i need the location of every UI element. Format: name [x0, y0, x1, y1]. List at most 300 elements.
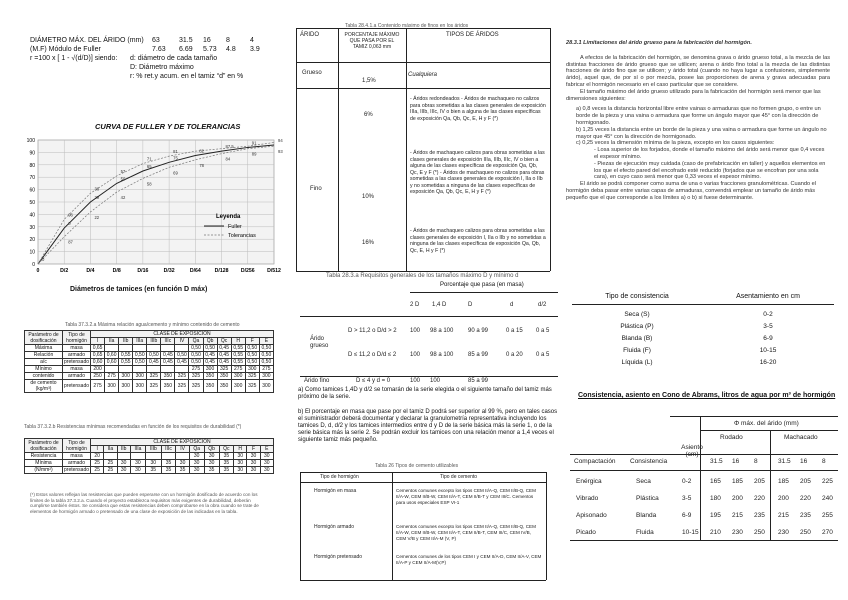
col-type: Tipo de hormigón — [63, 439, 91, 453]
size-header: 31.5 — [710, 458, 723, 465]
consistency-value: 10-15 — [759, 347, 777, 354]
table-row — [25, 352, 274, 359]
col-exposure: CLASE DE EXPOSICIÓN — [91, 439, 274, 446]
table-cell: 30 — [146, 460, 161, 467]
data-label: 57 — [120, 168, 126, 174]
y-tick-label: 30 — [29, 224, 35, 231]
fuller-value: 31.5 — [179, 37, 193, 44]
machacado-header: Machacado — [784, 434, 818, 441]
exposure-class: E — [259, 338, 273, 345]
table-row — [25, 359, 274, 366]
row-param: Mínimo — [25, 366, 63, 373]
table-cell: 35 — [176, 467, 189, 474]
table-cell: 325 — [189, 373, 203, 380]
table-cell: 300 — [119, 380, 133, 393]
paragraph: El tamaño máximo del árido grueso utilizado para la fabricación del hormigón será menor que las dimensiones siguientes: — [566, 88, 821, 102]
table-cell: 275 — [259, 366, 273, 373]
abrams-value: 200 — [732, 495, 743, 502]
exposure-class: IIIc — [161, 338, 175, 345]
abrams-value: 250 — [754, 529, 765, 536]
size-header: 31.5 — [778, 458, 791, 465]
table-min-cement — [24, 330, 274, 393]
fino-text: - Áridos redondeados - Áridos de machaqueo no calizos para obras sometidas a las clases generales de exposición IIIa, IIIb, IIIc, IV o bien a alguna de las clases específicas de exposición Qa, Qb, Qc, E, H y F (*) — [410, 96, 546, 122]
table-cell: 25 — [104, 460, 117, 467]
header-2d: 2 D — [410, 302, 420, 308]
y-tick-label: 20 — [29, 237, 35, 244]
table-cell — [130, 453, 145, 460]
paragraph: El árido se podrá componer como suma de una o varias fracciones granulométricas. Cuando el hormigón deba pasar entre varias capas de armaduras, convendrá emplear un tamaño de árido más pequeño que el que corresponde a los límites a) o b) si fuese determinante. — [566, 181, 816, 201]
fuller-value: 7.63 — [152, 46, 166, 53]
table-size-subtitle: Porcentaje que pasa (en masa) — [440, 282, 524, 288]
table-cell: 0,55 — [231, 352, 245, 359]
col-asentamiento: Asentamiento en cm — [736, 293, 800, 300]
paragraph: A efectos de la fabricación del hormigón, se denomina grava o árido grueso total, a la mezcla de las distintas fracciones de árido grueso que se utilicen; arena o árido fino total a la mezcla de las distintas fracciones de árido fino que se utilicen; y árido total (cuando no haya lugar a confusiones, simplemente árido), aquel que, de por sí o por mezcla, posee las proporciones de arena y grava adecuadas para fabricar el hormigón necesario en el caso particular que se considere. — [566, 54, 830, 88]
col-param: Parámetro de dosificación — [25, 439, 63, 453]
list-item-c2: - Piezas de ejecución muy cuidada (caso de prefabricación en taller) y aquellos elementos en los que el efecto pared del encofrado esté reducido (forjados que se encofran por una sola cara), en cuyo caso será menor que 0,33 veces el espesor mínimo. — [594, 160, 826, 181]
data-label: 78 — [199, 162, 205, 168]
data-label: 36 — [94, 186, 100, 192]
table-size-note-a: a) Como tamices 1,4D y d/2 se tomarán de la serie elegida o el siguiente tamaño del tamiz más próximo de la serie. — [298, 387, 552, 400]
consistency-type: Plástica (P) — [620, 323, 654, 330]
table-fines — [296, 28, 550, 271]
col-asiento: Asiento (cm) — [681, 444, 703, 458]
size-cell: 98 a 100 — [430, 328, 454, 334]
abrams-value: 205 — [800, 478, 811, 485]
table-cell: 30 — [234, 460, 247, 467]
table-row — [25, 373, 274, 380]
table-cell: 325 — [245, 373, 259, 380]
exposure-class: IIIa — [130, 446, 145, 453]
abrams-compaction: Enérgica — [576, 478, 602, 485]
table-cell — [161, 366, 175, 373]
grueso-pct: 1,5% — [362, 78, 376, 84]
size-cell: 0 a 5 — [536, 352, 550, 358]
abrams-title: Consistencia, asiento en Cono de Abrams, litros de agua por m³ de hormigón — [578, 392, 836, 399]
size-cell: 0 a 5 — [536, 328, 550, 334]
cement-type: Hormigón pretensado — [314, 554, 363, 560]
col-pct: PORCENTAJE MÁXIMO QUE PASA POR EL TAMIZ 0,063 mm — [344, 32, 400, 50]
table-cell: 300 — [245, 366, 259, 373]
right-text — [566, 40, 830, 202]
abrams-value: 225 — [822, 478, 833, 485]
exposure-class: Qa — [189, 446, 204, 453]
col-hormigon: Tipo de hormigón — [320, 474, 359, 480]
data-label: 50 — [120, 176, 126, 182]
row-type: pretensado — [64, 359, 90, 365]
abrams-value: 210 — [710, 529, 721, 536]
fuller-value: 6.69 — [179, 46, 193, 53]
col-consistency: Tipo de consistencia — [605, 293, 669, 300]
table-cell: 350 — [217, 380, 231, 393]
table-cell: 0,45 — [203, 352, 217, 359]
y-tick-label: 90 — [29, 150, 35, 157]
table-cell: 0,50 — [175, 352, 189, 359]
table-cell: 30 — [189, 467, 204, 474]
list-item-c: c) 0,25 veces la dimensión mínima de la pieza, excepto en los casos siguientes: — [576, 140, 775, 147]
table-cell: 0,65 — [91, 352, 105, 359]
table-cell: 30 — [130, 460, 145, 467]
exposure-class: F — [247, 446, 260, 453]
table-cell — [119, 366, 133, 373]
y-tick-label: 10 — [29, 249, 35, 256]
list-item-a: a) 0,8 veces la distancia horizontal libre entre vainas o armaduras que no formen grupo, o entre un borde de la pieza y una vaina o armadura que forme un ángulo mayor que 45° con la dirección de hormigonado. — [576, 106, 821, 126]
size-cell: 100 — [410, 352, 421, 358]
abrams-value: 250 — [800, 529, 811, 536]
col-compactacion: Compactación — [574, 458, 616, 465]
consistency-type: Líquida (L) — [621, 359, 653, 366]
data-label: 96 — [68, 212, 73, 218]
legend-label: Tolerancias — [228, 233, 256, 239]
fino-pct: 6% — [364, 112, 373, 118]
row-param: Resistencia — [25, 453, 63, 460]
size-cell: 85 a 99 — [468, 352, 489, 358]
row-type: masa — [63, 366, 91, 373]
abrams-consistency: Seca — [636, 478, 651, 485]
table-cell: 30 — [117, 467, 130, 474]
table-cell: 300 — [203, 366, 217, 373]
abrams-asiento: 10-15 — [682, 529, 699, 536]
abrams-asiento: 3-5 — [682, 495, 692, 502]
abrams-value: 205 — [754, 478, 765, 485]
abrams-value: 195 — [710, 512, 721, 519]
exposure-class: IIIa — [133, 338, 147, 345]
table-cell — [105, 366, 119, 373]
fino-pct: 16% — [362, 240, 375, 246]
table-cell: 0,50 — [189, 359, 203, 366]
consistency-row — [572, 321, 834, 333]
table-cell: 35 — [219, 467, 234, 474]
table-cell: 0,45 — [217, 359, 231, 366]
size-header: 16 — [800, 458, 808, 465]
table-cell: 30 — [247, 453, 260, 460]
table-row — [25, 460, 274, 467]
size-header: 16 — [732, 458, 740, 465]
table-row — [25, 366, 274, 373]
table-cell: 30 — [189, 453, 204, 460]
table-cell: 25 — [104, 467, 117, 474]
legend-label: Fuller — [228, 224, 242, 230]
table-cell: 300 — [133, 373, 147, 380]
data-label: 82 — [199, 148, 205, 154]
abrams-value: 215 — [732, 512, 743, 519]
exposure-class: E — [260, 446, 273, 453]
fuller-value: 4 — [250, 37, 254, 44]
table-cell: 0,55 — [231, 359, 245, 366]
abrams-value: 240 — [822, 495, 833, 502]
exposure-class: Qc — [219, 446, 234, 453]
table-cell: 350 — [161, 380, 175, 393]
size-cell: 98 a 100 — [430, 352, 454, 358]
row-type: masa — [63, 345, 91, 352]
fuller-row2-label: (M.F) Módulo de Fuller — [30, 46, 101, 53]
data-label: 87.5 — [225, 144, 234, 150]
size-header: 8 — [754, 458, 758, 465]
abrams-value: 235 — [800, 512, 811, 519]
cement-text: Cementos comunes de los tipos CEM I y CEM II/A-D, CEM II/A-V, CEM II/A-P y CEM II/A-M(V,P) — [396, 554, 542, 565]
table-cell: 30 — [204, 460, 219, 467]
table-resist-note: (*) Estos valores reflejan las resistencias que pueden esperarse con un hormigón dosificado de acuerdo con los límites de la tabla 37.3.2.a. Cuando el proyecto establezca requisitos más exigentes de durabilidad, deberán cumplirse también éstos. Se considera que estas resistencias deben comprobarse en la obra cuando se trate de elementos de hormigón armado o pretensado de una clase de exposición de las indicadas en la tabla. — [30, 492, 259, 514]
table-cell: 275 — [231, 366, 245, 373]
header-d-min: d — [510, 302, 514, 308]
fuller-chart — [20, 132, 282, 280]
size-cell: 100 — [410, 328, 421, 334]
table-cell: 0,50 — [245, 352, 259, 359]
x-tick-label: 0 — [36, 268, 40, 274]
y-tick-label: 0 — [32, 262, 35, 268]
table-cell: 30 — [176, 460, 189, 467]
cement-text: Cementos comunes excepto los tipos CEM II/A-Q, CEM II/B-Q, CEM II/A-W, CEM II/B-W, CEM II/A-T, CEM II/B-T y CEM III/C. Cementos para usos especiales ESP VI-1 — [396, 488, 536, 505]
row-param: Relación — [25, 352, 63, 359]
y-tick-label: 100 — [26, 138, 35, 144]
table-cell: 325 — [175, 380, 189, 393]
table-cell: 350 — [161, 373, 175, 380]
table-cell: 0,55 — [231, 345, 245, 352]
fuller-def-D: D: Diámetro máximo — [130, 64, 194, 71]
data-label: 84 — [225, 156, 231, 162]
table-cell — [161, 453, 176, 460]
table-cell — [105, 345, 119, 352]
table-cell — [161, 345, 175, 352]
grueso-label: Grueso — [302, 70, 322, 76]
table-cell: 325 — [245, 380, 259, 393]
table-cell: 0,45 — [161, 352, 175, 359]
data-label: 58 — [146, 181, 152, 187]
table-cell: 0,45 — [217, 345, 231, 352]
table-cell: 350 — [217, 373, 231, 380]
fino-text: - Áridos de machaqueo calizos para obras sometidas a las clases generales de exposición I, IIa o IIb y no sometidas a ninguna de las clases específicas de exposición Qa, Qb, Qc, E, H y F (*) — [410, 228, 546, 254]
table-cell: 300 — [231, 373, 245, 380]
table-cell — [104, 453, 117, 460]
table-cell: 30 — [260, 460, 273, 467]
table-cell: 30 — [260, 467, 273, 474]
col-consistencia: Consistencia — [630, 458, 668, 465]
size-header: 8 — [822, 458, 826, 465]
data-label: 22 — [94, 214, 100, 220]
table-cell — [175, 366, 189, 373]
consistency-value: 3-5 — [763, 323, 773, 330]
consistency-row — [572, 309, 834, 321]
size-cell: 0 a 20 — [506, 352, 523, 358]
table-size — [300, 292, 558, 384]
row-type: pretensado — [64, 467, 90, 473]
abrams-compaction: Apisonado — [576, 512, 607, 519]
table-cell: 25 — [91, 467, 104, 474]
dmax-header: Φ máx. del árido (mm) — [734, 420, 799, 427]
table-cell: 30 — [260, 453, 273, 460]
table-cell — [147, 366, 161, 373]
exposure-class: I — [91, 446, 104, 453]
x-tick-label: D/32 — [163, 268, 175, 274]
fino-label: Fino — [310, 186, 322, 192]
fuller-def-d: d: diámetro de cada tamaño — [130, 55, 218, 62]
data-label: 71 — [146, 156, 152, 162]
exposure-class: IIIb — [146, 446, 161, 453]
abrams-compaction: Picado — [576, 529, 596, 536]
abrams-value: 220 — [754, 495, 765, 502]
size-row-prefix: D ≤ 4 y d = 0 — [356, 378, 391, 384]
table-cell: 0,50 — [189, 345, 203, 352]
size-row-label: D ≤ 11,2 o D/d ≤ 2 — [348, 352, 397, 358]
x-tick-label: D/16 — [137, 268, 149, 274]
data-label: 42 — [120, 195, 126, 201]
abrams-value: 235 — [754, 512, 765, 519]
row-param: Mínima — [25, 460, 63, 467]
data-label: 0 — [68, 221, 71, 227]
col-cemento: Tipo de cemento — [440, 474, 478, 480]
abrams-value: 230 — [778, 529, 789, 536]
x-tick-label: D/256 — [240, 268, 255, 274]
abrams-compaction: Vibrado — [576, 495, 599, 502]
exposure-class: IIa — [105, 338, 119, 345]
x-tick-label: D/64 — [189, 268, 201, 274]
col-exposure: CLASE DE EXPOSICIÓN — [91, 331, 274, 338]
header-14d: 1,4 D — [432, 302, 447, 308]
y-tick-label: 80 — [29, 162, 35, 169]
list-item-c1: - Losa superior de los forjados, donde el tamaño máximo del árido será menor que 0,4 veces el espesor mínimo. — [594, 147, 825, 160]
data-label: 93 — [278, 149, 283, 155]
exposure-class: F — [245, 338, 259, 345]
consistency-row — [572, 345, 834, 357]
size-cell: 100 — [410, 378, 421, 384]
data-label: 91 — [251, 140, 257, 146]
section-heading: 28.3.1 Limitaciones del árido grueso para la fabricación del hormigón. — [566, 40, 752, 46]
table-cell: 30 — [234, 467, 247, 474]
row-type: pretensado — [63, 380, 91, 393]
table-cell — [147, 345, 161, 352]
table-cell: 275 — [91, 380, 105, 393]
fuller-value: 5.73 — [203, 46, 217, 53]
table-cement-caption: Tabla 26 Tipos de cemento utilizables — [375, 463, 459, 469]
x-tick-label: D/4 — [86, 268, 95, 274]
table-fines-caption: Tabla 28.4.1.a Contenido máximo de finos en los áridos — [345, 23, 469, 29]
legend-title: Leyenda — [216, 214, 241, 220]
table-cell: 0,50 — [259, 359, 273, 366]
header-d-max: D — [468, 302, 473, 308]
table-resist — [24, 438, 274, 474]
abrams-consistency: Fluida — [636, 529, 654, 536]
row-param: contenido — [25, 373, 63, 380]
data-label: 75 — [173, 155, 178, 161]
table-cell: 20 — [91, 453, 104, 460]
col-type: Tipo de hormigón — [63, 331, 91, 345]
abrams-value: 270 — [822, 529, 833, 536]
fuller-value: 8 — [226, 37, 230, 44]
table-cell: 30 — [234, 453, 247, 460]
size-cell: 85 a 99 — [468, 378, 489, 384]
table-cell: 30 — [189, 460, 204, 467]
table-cell: 0,45 — [161, 359, 175, 366]
x-tick-label: D/128 — [214, 268, 229, 274]
table-cell: 0,50 — [259, 352, 273, 359]
table-cell: 30 — [247, 467, 260, 474]
table-row — [25, 467, 274, 474]
table-cell: 300 — [231, 380, 245, 393]
table-cell: 0,50 — [147, 352, 161, 359]
exposure-class: Qb — [203, 338, 217, 345]
row-type: armado — [63, 460, 91, 467]
abrams-asiento: 0-2 — [682, 478, 692, 485]
fuller-value: 63 — [152, 37, 160, 44]
table-cell: 0,50 — [189, 352, 203, 359]
arido-grueso-label: Árido grueso — [310, 336, 329, 349]
size-cell: 100 — [430, 378, 441, 384]
header-d-half: d/2 — [538, 302, 547, 308]
consistency-value: 0-2 — [763, 311, 773, 318]
table-cell: 325 — [217, 366, 231, 373]
abrams-value: 255 — [822, 512, 833, 519]
y-tick-label: 60 — [29, 187, 35, 194]
abrams-value: 185 — [732, 478, 743, 485]
table-cell: 35 — [219, 460, 234, 467]
data-label: 87 — [68, 239, 73, 245]
col-types: TIPOS DE ÁRIDOS — [446, 32, 499, 38]
table-cell: 300 — [259, 373, 273, 380]
fino-text: - Áridos de machaqueo calizos para obras sometidas a las clases generales de exposición IIIa, IIIb, IIIc, IV o bien a alguna de las clases específicas de exposición Qa, Qb, Qc, E y F (*) - Áridos de machaqueo no calizos para obras sometidas a las clases generales de exposición I, IIa o IIb y no sometidas a ninguna de las clases específicas de exposición Qa, Qb, Qc, E, H y F (*) — [410, 150, 545, 195]
data-label: 65 — [146, 164, 152, 169]
data-label: 69 — [173, 170, 178, 176]
table-cell: 200 — [91, 366, 105, 373]
y-tick-label: 70 — [29, 175, 35, 182]
table-min-cement-caption: Tabla 37.3.2.a Máxima relación agua/cemento y mínimo contenido de cemento — [65, 322, 240, 328]
size-row-label: D > 11,2 o D/d > 2 — [348, 328, 397, 334]
data-label: 89 — [251, 151, 257, 157]
abrams-asiento: 6-9 — [682, 512, 692, 519]
y-tick-label: 50 — [29, 200, 35, 206]
cement-type: Hormigón armado — [314, 524, 355, 530]
table-row — [25, 453, 274, 460]
table-cell — [133, 366, 147, 373]
x-tick-label: D/2 — [60, 268, 69, 274]
table-cell: 30 — [130, 467, 145, 474]
table-cell: 325 — [175, 373, 189, 380]
size-cell: 90 a 99 — [468, 328, 489, 334]
table-resist-caption: Tabla 37.3.2.b Resistencias mínimas recomendadas en función de los requisitos de durabilidad (*) — [24, 424, 242, 430]
abrams-value: 180 — [710, 495, 721, 502]
row-type: masa — [63, 453, 91, 460]
table-cell: 35 — [161, 460, 176, 467]
fuller-header — [30, 36, 280, 81]
table-cell: 0,45 — [217, 352, 231, 359]
table-cell: 350 — [203, 373, 217, 380]
abrams-value: 220 — [800, 495, 811, 502]
table-cell: 0,60 — [105, 352, 119, 359]
table-cell: 0,50 — [245, 345, 259, 352]
abrams-consistency: Plástica — [636, 495, 659, 502]
table-cell: 0,55 — [119, 359, 133, 366]
table-cell: 35 — [161, 467, 176, 474]
abrams-value: 185 — [778, 478, 789, 485]
table-cell: 0,50 — [133, 352, 147, 359]
abrams-table — [570, 416, 838, 540]
fuller-row-dmax — [30, 36, 280, 45]
table-row — [25, 345, 274, 352]
row-type: armado — [63, 373, 91, 380]
fuller-def-r: r: % ret.y acum. en el tamiz “d” en % — [130, 73, 244, 80]
table-cell: 35 — [146, 467, 161, 474]
exposure-class: Qb — [204, 446, 219, 453]
table-cell: 250 — [91, 373, 105, 380]
consistency-value: 16-20 — [759, 359, 777, 366]
table-cell: 30 — [117, 460, 130, 467]
table-cell: 325 — [189, 380, 203, 393]
fuller-row1-label: DIÁMETRO MÁX. DEL ÁRIDO (mm) — [30, 37, 144, 44]
exposure-class: IV — [176, 446, 189, 453]
row-param: a/c — [25, 359, 63, 366]
table-cell: 275 — [189, 366, 203, 373]
table-cell: 300 — [119, 373, 133, 380]
exposure-class: IV — [175, 338, 189, 345]
table-cell: 0,50 — [133, 359, 147, 366]
